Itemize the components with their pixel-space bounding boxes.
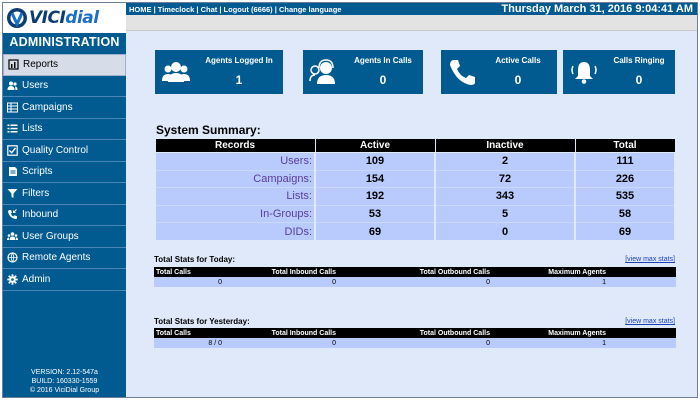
- card-label: Agents In Calls: [354, 56, 412, 65]
- today-stats-table: [154, 267, 676, 287]
- phone-handset-icon: [447, 57, 477, 87]
- sidebar-item-scripts[interactable]: [3, 162, 126, 184]
- column-header: Total Calls: [154, 328, 230, 338]
- total-count-cell: 535: [575, 188, 675, 206]
- sidebar-item-campaigns[interactable]: [3, 97, 126, 119]
- user-groups-icon: [7, 231, 18, 242]
- total-count-cell: 111: [575, 153, 675, 171]
- card-label: Agents Logged In: [205, 56, 273, 65]
- agents-logged-in-card[interactable]: [155, 50, 283, 94]
- filter-icon: [7, 188, 18, 199]
- admin-section-title: ADMINISTRATION: [9, 35, 120, 49]
- inactive-count-cell: 343: [435, 188, 575, 206]
- table-row: [154, 277, 676, 287]
- sidebar-item-quality-control[interactable]: [3, 140, 126, 162]
- maximum-agents-cell: 1: [498, 338, 676, 348]
- total-count-cell: 226: [575, 170, 675, 188]
- active-count-cell: 109: [315, 153, 435, 171]
- column-header: Maximum Agents: [498, 328, 676, 338]
- lists-icon: [7, 123, 18, 134]
- active-calls-card[interactable]: [441, 50, 557, 94]
- vicidial-logo-icon: [6, 7, 28, 29]
- yesterday-stats-table: [154, 328, 676, 348]
- table-row: [155, 205, 675, 223]
- total-inbound-cell: 0: [230, 338, 344, 348]
- sidebar-item-lists[interactable]: [3, 119, 126, 141]
- total-inbound-cell: 0: [230, 277, 344, 287]
- calls-ringing-card[interactable]: [563, 50, 675, 94]
- record-label-cell[interactable]: Campaigns:: [155, 170, 315, 188]
- table-row: [155, 153, 675, 171]
- sidebar-item-label: Filters: [22, 187, 50, 199]
- sidebar-item-label: Reports: [23, 59, 59, 71]
- record-label-cell[interactable]: Lists:: [155, 188, 315, 206]
- inactive-count-cell: 2: [435, 153, 575, 171]
- active-count-cell: 53: [315, 205, 435, 223]
- sidebar-item-inbound[interactable]: [3, 205, 126, 227]
- campaigns-icon: [7, 102, 18, 113]
- column-header: Records: [155, 139, 315, 153]
- record-label-cell[interactable]: Users:: [155, 153, 315, 171]
- total-count-cell: 69: [575, 223, 675, 241]
- today-view-max-stats-link[interactable]: [view max stats]: [625, 256, 675, 263]
- sidebar-item-user-groups[interactable]: [3, 226, 126, 248]
- inactive-count-cell: 0: [435, 223, 575, 241]
- total-calls-cell: 8 / 0: [154, 338, 230, 348]
- sidebar-item-label: Quality Control: [22, 144, 89, 156]
- table-header-row: [154, 328, 676, 338]
- scripts-icon: [7, 166, 18, 177]
- total-calls-cell: 0: [154, 277, 230, 287]
- sidebar-item-admin[interactable]: [3, 269, 126, 291]
- app-window: [2, 2, 698, 398]
- main-content: [126, 31, 697, 397]
- agents-in-calls-card[interactable]: [303, 50, 423, 94]
- active-count-cell: 192: [315, 188, 435, 206]
- column-header: Total Inbound Calls: [230, 267, 344, 277]
- column-header: Active: [315, 139, 435, 153]
- today-stats-title: Total Stats for Today:: [154, 255, 236, 264]
- build-text: BUILD: 160330-1559: [31, 378, 98, 385]
- column-header: Total Calls: [154, 267, 230, 277]
- agents-group-icon: [161, 57, 191, 87]
- column-header: Total Outbound Calls: [344, 267, 498, 277]
- system-summary-title: System Summary:: [156, 123, 261, 137]
- sidebar-item-label: User Groups: [22, 230, 79, 242]
- system-summary-table: [154, 138, 676, 240]
- logo-text-suffix: dial: [65, 8, 99, 28]
- version-text: VERSION: 2.12-547a: [31, 369, 98, 376]
- reports-icon: [8, 59, 19, 70]
- total-outbound-cell: 0: [344, 277, 498, 287]
- card-value: 0: [635, 73, 643, 87]
- column-header: Total: [575, 139, 675, 153]
- sidebar-item-filters[interactable]: [3, 183, 126, 205]
- yesterday-view-max-stats-link[interactable]: [view max stats]: [625, 318, 675, 325]
- sidebar-item-label: Scripts: [22, 166, 53, 178]
- inbound-icon: [7, 209, 18, 220]
- total-count-cell: 58: [575, 205, 675, 223]
- quality-control-icon: [7, 145, 18, 156]
- card-label: Calls Ringing: [613, 56, 665, 65]
- sidebar-footer: [3, 368, 126, 395]
- current-datetime: Thursday March 31, 2016 9:04:41 AM: [501, 3, 693, 15]
- card-label: Active Calls: [495, 56, 541, 65]
- record-label-cell[interactable]: In-Groups:: [155, 205, 315, 223]
- sidebar-item-label: Campaigns: [22, 101, 73, 113]
- sidebar: [3, 3, 126, 397]
- ringing-bell-icon: [569, 57, 599, 87]
- sidebar-item-users[interactable]: [3, 76, 126, 98]
- top-bar: [126, 3, 697, 15]
- table-row: [155, 223, 675, 241]
- vicidial-logo[interactable]: [3, 3, 126, 33]
- sidebar-item-label: Remote Agents: [22, 252, 91, 264]
- total-outbound-cell: 0: [344, 338, 498, 348]
- yesterday-stats-title: Total Stats for Yesterday:: [154, 317, 250, 326]
- sidebar-item-reports[interactable]: [3, 54, 126, 76]
- sidebar-item-label: Lists: [22, 123, 43, 135]
- active-count-cell: 154: [315, 170, 435, 188]
- column-header: Maximum Agents: [498, 267, 676, 277]
- card-value: 0: [379, 73, 387, 87]
- sidebar-item-label: Inbound: [22, 209, 59, 221]
- active-count-cell: 69: [315, 223, 435, 241]
- users-icon: [7, 80, 18, 91]
- inactive-count-cell: 5: [435, 205, 575, 223]
- column-header: Total Inbound Calls: [230, 328, 344, 338]
- copyright-link[interactable]: © 2016 ViciDial Group: [29, 387, 100, 394]
- logo-text-prefix: VICI: [29, 8, 66, 28]
- record-label-cell[interactable]: DIDs:: [155, 223, 315, 241]
- column-header: Inactive: [435, 139, 575, 153]
- maximum-agents-cell: 1: [498, 277, 676, 287]
- table-header-row: [155, 139, 675, 153]
- gear-icon: [7, 274, 18, 285]
- table-row: [155, 188, 675, 206]
- card-value: 0: [514, 73, 522, 87]
- table-row: [154, 338, 676, 348]
- top-strip: [126, 15, 697, 31]
- inactive-count-cell: 72: [435, 170, 575, 188]
- column-header: Total Outbound Calls: [344, 328, 498, 338]
- sidebar-item-remote-agents[interactable]: [3, 248, 126, 270]
- sidebar-nav: [3, 54, 126, 291]
- sidebar-item-label: Admin: [22, 273, 51, 285]
- top-nav-links[interactable]: HOME | Timeclock | Chat | Logout (6666) | Change language: [129, 4, 342, 14]
- sidebar-item-label: Users: [22, 80, 49, 92]
- table-header-row: [154, 267, 676, 277]
- agents-headset-icon: [309, 57, 339, 87]
- remote-agents-icon: [7, 252, 18, 263]
- card-value: 1: [235, 73, 243, 87]
- table-row: [155, 170, 675, 188]
